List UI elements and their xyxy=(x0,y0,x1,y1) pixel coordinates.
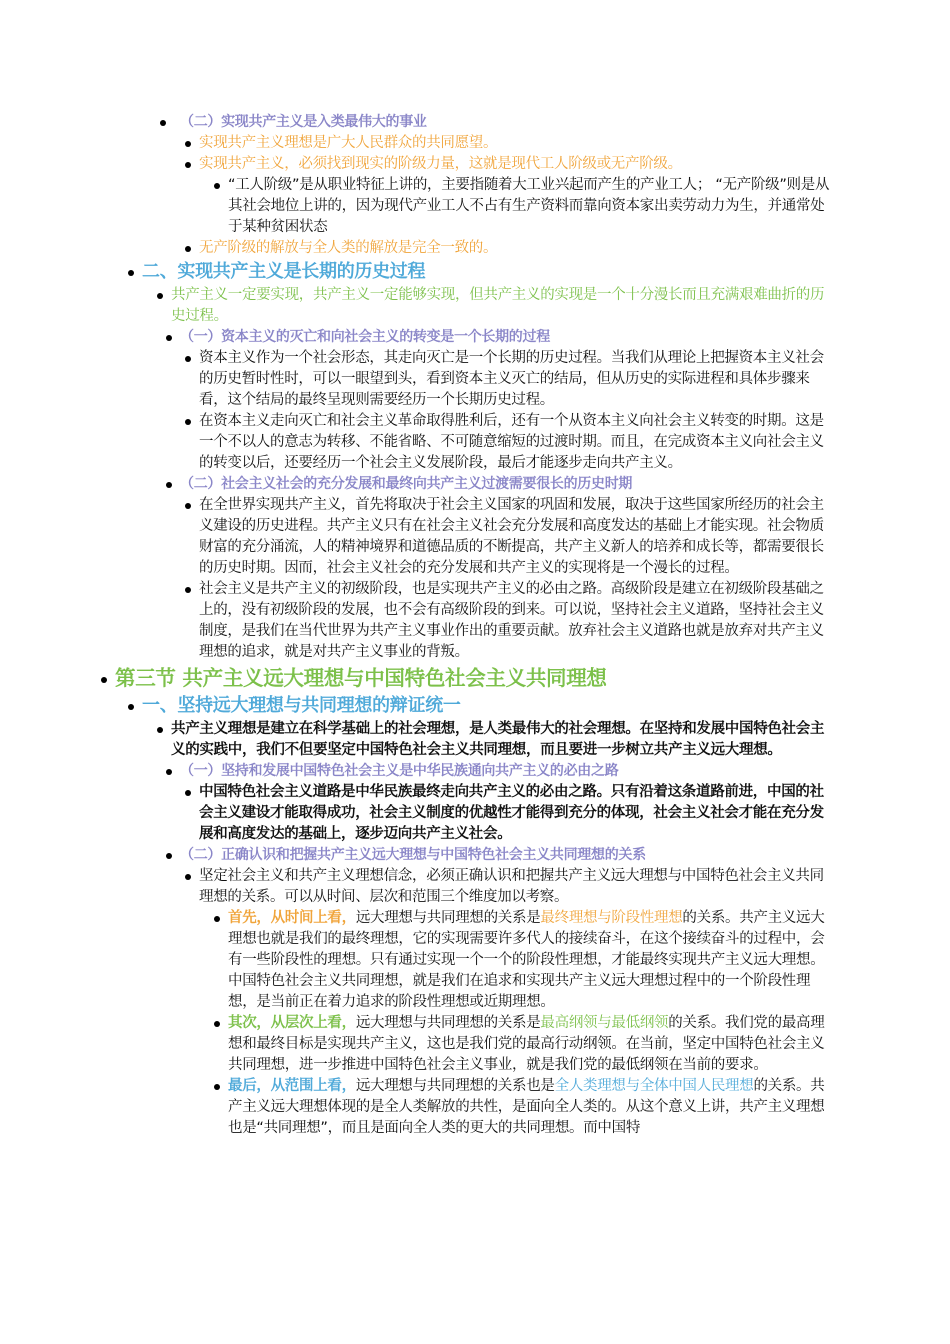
paragraph: 在全世界实现共产主义，首先将取决于社会主义国家的巩固和发展，取决于这些国家所经历的社会主义建设的历史进程。共产主义只有在社会主义社会充分发展和高度发达的基础上才能实现。社会物质财富的充分涌流，人的精神境界和道德品质的不断提高，共产主义新人的培养和成长等，都需要很长的历史时期。因而，社会主义社会的充分发展和共产主义的实现将是一个漫长的过程。 xyxy=(199,497,824,576)
chapter-heading: 第三节 共产主义远大理想与中国特色社会主义共同理想 xyxy=(115,666,607,690)
bullet xyxy=(166,482,172,488)
list-item xyxy=(228,908,838,1013)
list-item xyxy=(180,761,840,782)
highlight: 最高纲领与最低纲领 xyxy=(540,1015,669,1031)
paragraph: 在资本主义走向灭亡和社会主义革命取得胜利后，还有一个从资本主义向社会主义转变的时期。这是一个不以人的意志为转移、不能省略、不可随意缩短的过渡时期。而且，在完成资本主义向社会主义的转变以后，还要经历一个社会主义发展阶段，最后才能逐步走向共产主义。 xyxy=(199,413,824,471)
bullet xyxy=(185,419,191,425)
list-item xyxy=(180,474,840,495)
list-item xyxy=(199,579,826,663)
highlight: 全人类理想与全体中国人民理想 xyxy=(554,1078,754,1094)
paragraph: 社会主义是共产主义的初级阶段，也是实现共产主义的必由之路。高级阶段是建立在初级阶段基础之上的，没有初级阶段的发展，也不会有高级阶段的到来。可以说，坚持社会主义道路，坚持社会主义制度，是我们在当代世界为共产主义事业作出的重要贡献。放弃社会主义道路也就是放弃对共产主义理想的追求，就是对共产主义事业的背叛。 xyxy=(199,581,824,660)
list-item xyxy=(199,154,859,175)
lead-phrase: 首先，从时间上看， xyxy=(228,910,356,926)
bullet xyxy=(160,120,166,126)
bullet xyxy=(101,677,107,683)
list-item xyxy=(199,411,826,474)
list-item xyxy=(199,133,859,154)
bullet xyxy=(128,704,134,710)
section-heading: （二）社会主义社会的充分发展和最终向共产主义过渡需要很长的历史时期 xyxy=(180,476,633,492)
text-run: 的关系。共产主义远大理想也就是我们的最终理想，它的实现需要许多代人的接续奋斗，在这个接续奋斗的过程中，会有一些阶段性的理想。只有通过实现一个一个的阶段性理想，才能最终实现共产主义远大理想。中国特色社会主义共同理想，就是我们在追求和实现共产主义远大理想过程中的一个阶段性理想，是当前正在着力追求的阶段性理想或近期理想。 xyxy=(228,910,825,1010)
paragraph: “工人阶级”是从职业特征上讲的，主要指随着大工业兴起而产生的产业工人； “无产阶级”则是从其社会地位上讲的，因为现代产业工人不占有生产资料而靠向资本家出卖劳动力为生，并通常处于某种贫困状态 xyxy=(228,177,830,235)
bullet xyxy=(214,916,220,922)
bullet xyxy=(128,270,134,276)
text-run: 的关系。共产主义远大理想体现的是全人类解放的共性，是面向全人类的。从这个意义上讲，共产主义理想也是“共同理想”，而且是面向全人类的更大的共同理想。而中国特 xyxy=(228,1078,825,1136)
paragraph: 共产主义理想是建立在科学基础上的社会理想，是人类最伟大的社会理想。在坚持和发展中国特色社会主义的实践中，我们不但要坚定中国特色社会主义共同理想，而且要进一步树立共产主义远大理想。 xyxy=(171,721,825,758)
paragraph xyxy=(228,1013,838,1076)
text-run: 的关系。我们党的最高理想和最终目标是实现共产主义，这也是我们党的最高行动纲领。在当前，坚定中国特色社会主义共同理想，进一步推进中国特色社会主义事业，就是我们党的最低纲领在当前的要求。 xyxy=(228,1015,825,1073)
bullet xyxy=(185,503,191,509)
text-run: 远大理想与共同理想的关系是 xyxy=(355,1015,541,1031)
list-item xyxy=(199,348,826,411)
paragraph: 实现共产主义，必须找到现实的阶级力量，这就是现代工人阶级或无产阶级。 xyxy=(199,156,682,172)
list-item xyxy=(228,175,838,238)
bullet xyxy=(166,853,172,859)
paragraph: 无产阶级的解放与全人类的解放是完全一致的。 xyxy=(199,240,498,256)
section-heading: （一）资本主义的灭亡和向社会主义的转变是一个长期的过程 xyxy=(180,329,550,345)
text-run: 远大理想与共同理想的关系是 xyxy=(355,910,541,926)
list-item xyxy=(180,845,840,866)
list-item xyxy=(199,238,859,259)
list-item xyxy=(180,327,840,348)
bullet xyxy=(157,727,163,733)
document-page xyxy=(0,112,950,1139)
paragraph xyxy=(228,908,838,1013)
bullet xyxy=(185,587,191,593)
paragraph: 实现共产主义理想是广大人民群众的共同愿望。 xyxy=(199,135,498,151)
list-item xyxy=(142,259,842,285)
list-item xyxy=(142,693,842,719)
list-item xyxy=(171,719,831,761)
list-item xyxy=(199,866,826,908)
paragraph: 坚定社会主义和共产主义理想信念，必须正确认识和把握共产主义远大理想与中国特色社会主义共同理想的关系。可以从时间、层次和范围三个维度加以考察。 xyxy=(199,868,824,905)
bullet xyxy=(214,1084,220,1090)
section-heading: 一、坚持远大理想与共同理想的辩证统一 xyxy=(142,695,461,716)
paragraph: 共产主义一定要实现，共产主义一定能够实现，但共产主义的实现是一个十分漫长而且充满艰难曲折的历史过程。 xyxy=(171,287,825,324)
bullet xyxy=(185,162,191,168)
bullet xyxy=(185,874,191,880)
list-item xyxy=(180,112,860,133)
highlight: 最终理想与阶段性理想 xyxy=(540,910,683,926)
bullet xyxy=(166,769,172,775)
bullet xyxy=(185,141,191,147)
bullet xyxy=(166,335,172,341)
lead-phrase: 最后，从范围上看， xyxy=(228,1078,356,1094)
list-item xyxy=(199,495,826,579)
list-item xyxy=(228,1076,838,1139)
bullet xyxy=(157,293,163,299)
list-item xyxy=(228,1013,838,1076)
list-item xyxy=(171,285,831,327)
paragraph xyxy=(228,1076,838,1139)
bullet xyxy=(214,183,220,189)
bullet xyxy=(185,246,191,252)
section-heading: 二、实现共产主义是长期的历史过程 xyxy=(142,261,426,282)
list-item xyxy=(115,663,875,693)
bullet xyxy=(185,790,191,796)
bullet xyxy=(185,356,191,362)
section-heading: （一）坚持和发展中国特色社会主义是中华民族通向共产主义的必由之路 xyxy=(180,763,619,779)
section-heading: （二）实现共产主义是入类最伟大的事业 xyxy=(180,114,427,130)
bullet xyxy=(214,1021,220,1027)
paragraph: 资本主义作为一个社会形态，其走向灭亡是一个长期的历史过程。当我们从理论上把握资本主义社会的历史暂时性时，可以一眼望到头，看到资本主义灭亡的结局，但从历史的实际进程和具体步骤来看，这个结局的最终呈现则需要经历一个长期历史过程。 xyxy=(199,350,824,408)
lead-phrase: 其次，从层次上看， xyxy=(228,1015,356,1031)
text-run: 远大理想与共同理想的关系也是 xyxy=(355,1078,555,1094)
section-heading: （二）正确认识和把握共产主义远大理想与中国特色社会主义共同理想的关系 xyxy=(180,847,646,863)
paragraph: 中国特色社会主义道路是中华民族最终走向共产主义的必由之路。只有沿着这条道路前进，中国的社会主义建设才能取得成功，社会主义制度的优越性才能得到充分的体现，社会主义社会才能在充分发展和高度发达的基础上，逐步迈向共产主义社会。 xyxy=(199,784,824,842)
list-item xyxy=(199,782,831,845)
